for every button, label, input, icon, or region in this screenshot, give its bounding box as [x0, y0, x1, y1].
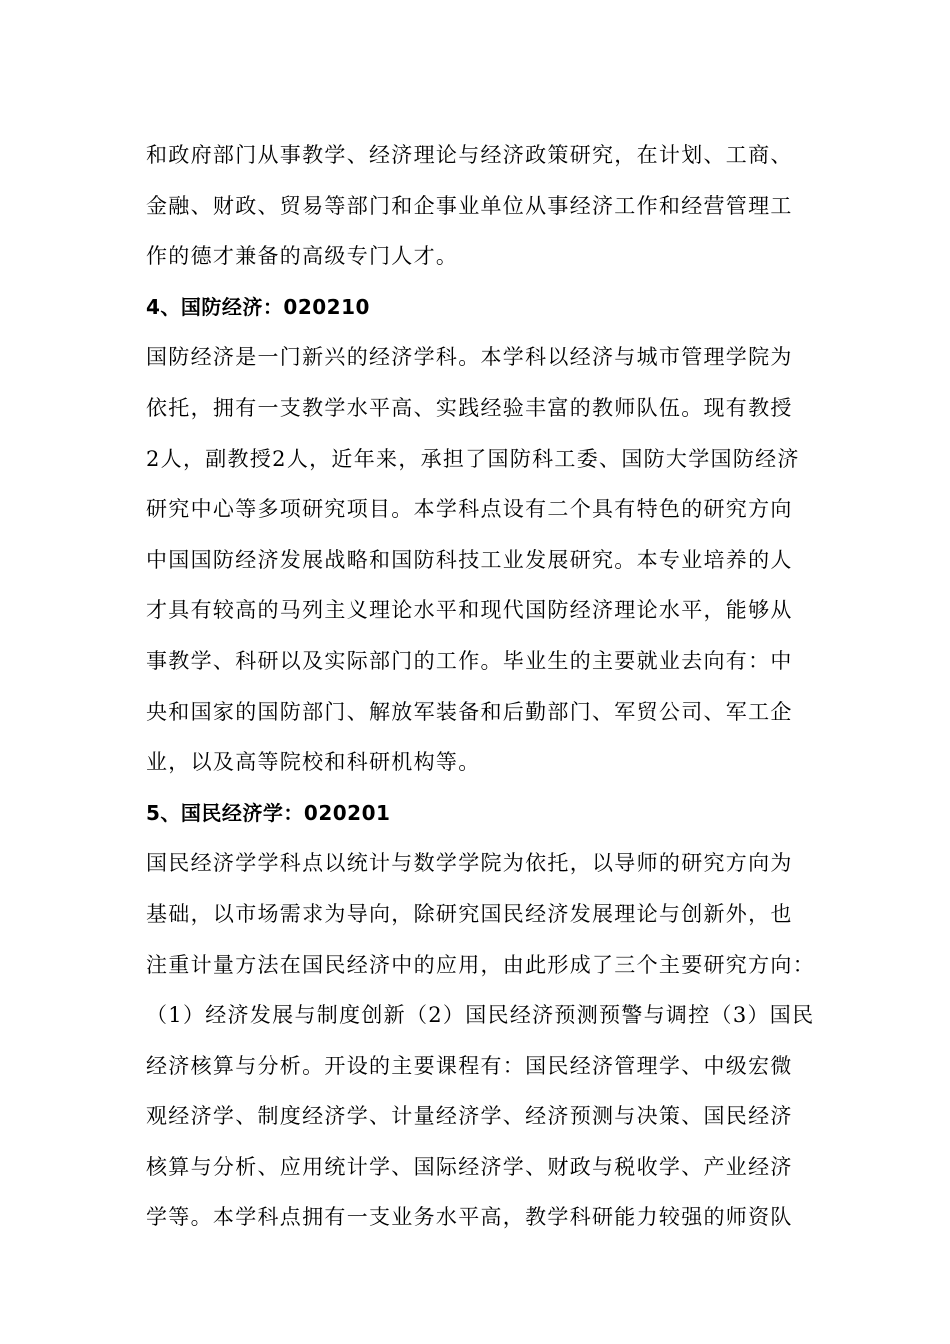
- text-line: 事教学、科研以及实际部门的工作。毕业生的主要就业去向有：中: [146, 648, 793, 673]
- text-line: 经济核算与分析。开设的主要课程有：国民经济管理学、中级宏微: [146, 1053, 793, 1078]
- text-line: 依托，拥有一支教学水平高、实践经验丰富的教师队伍。现有教授: [146, 395, 793, 420]
- text-line: 2人，副教授2人，近年来，承担了国防科工委、国防大学国防经济: [146, 446, 800, 471]
- text-line: 才具有较高的马列主义理论水平和现代国防经济理论水平，能够从: [146, 598, 793, 623]
- text-line: 作的德才兼备的高级专门人才。: [146, 244, 459, 269]
- section-heading: 5、国民经济学：020201: [146, 800, 391, 825]
- text-line: 金融、财政、贸易等部门和企事业单位从事经济工作和经营管理工: [146, 193, 793, 218]
- text-line: 学等。本学科点拥有一支业务水平高，教学科研能力较强的师资队: [146, 1205, 793, 1230]
- text-line: 注重计量方法在国民经济中的应用，由此形成了三个主要研究方向：: [146, 952, 815, 977]
- text-line: 核算与分析、应用统计学、国际经济学、财政与税收学、产业经济: [146, 1154, 793, 1179]
- text-line: 央和国家的国防部门、解放军装备和后勤部门、军贸公司、军工企: [146, 699, 793, 724]
- section-heading: 4、国防经济：020210: [146, 294, 370, 319]
- text-line: 国民经济学学科点以统计与数学学院为依托，以导师的研究方向为: [146, 851, 793, 876]
- text-line: 研究中心等多项研究项目。本学科点设有二个具有特色的研究方向: [146, 497, 793, 522]
- document-page: [146, 130, 815, 1243]
- intro-paragraph: [146, 130, 806, 282]
- section-national-economics: [146, 788, 815, 1243]
- text-line: 和政府部门从事教学、经济理论与经济政策研究，在计划、工商、: [146, 143, 793, 167]
- text-line: （1）经济发展与制度创新（2）国民经济预测预警与调控（3）国民: [146, 1003, 815, 1028]
- text-line: 基础，以市场需求为导向，除研究国民经济发展理论与创新外，也: [146, 901, 793, 926]
- text-line: 国防经济是一门新兴的经济学科。本学科以经济与城市管理学院为: [146, 345, 793, 370]
- section-national-defense-economics: [146, 282, 806, 788]
- text-line: 中国国防经济发展战略和国防科技工业发展研究。本专业培养的人: [146, 547, 793, 572]
- text-line: 观经济学、制度经济学、计量经济学、经济预测与决策、国民经济: [146, 1104, 793, 1129]
- text-line: 业，以及高等院校和科研机构等。: [146, 750, 481, 775]
